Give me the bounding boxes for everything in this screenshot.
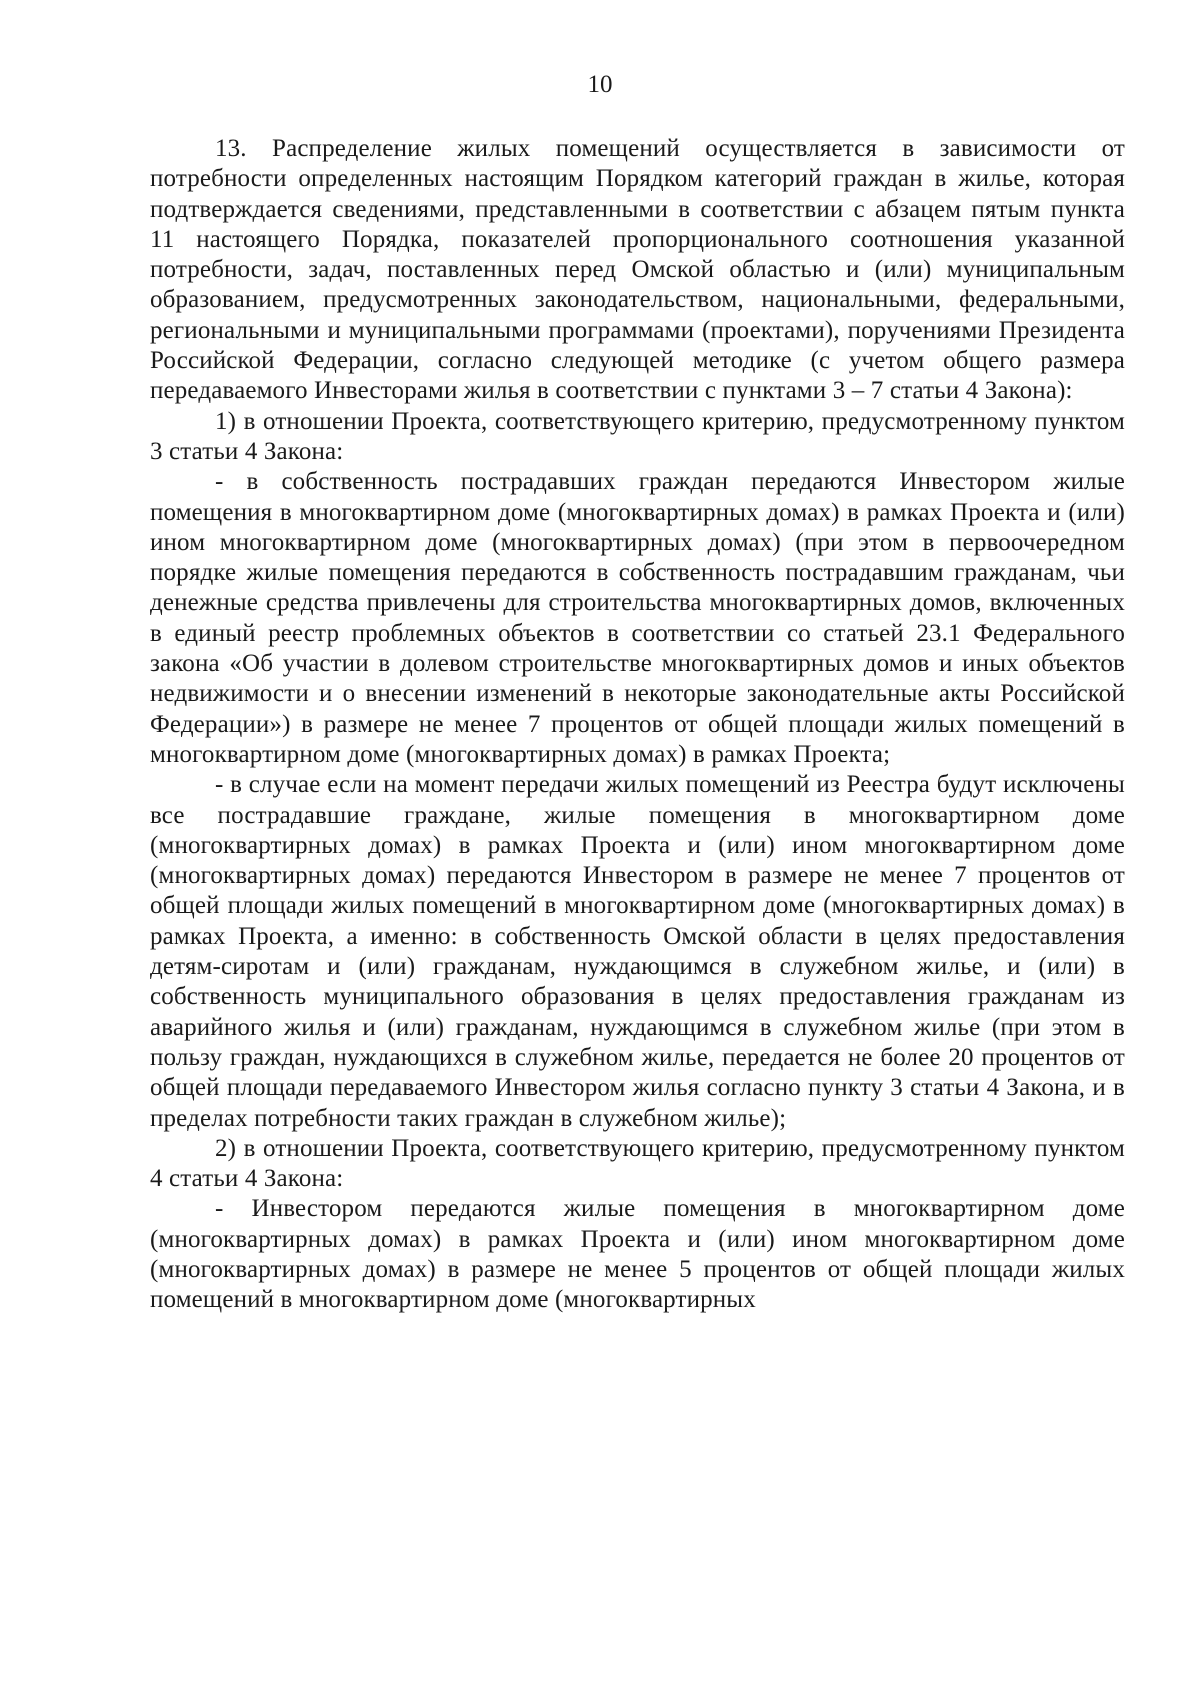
paragraph-item-1: 1) в отношении Проекта, соответствующего критерию, предусмотренному пунктом 3 статьи 4 Закона: bbox=[150, 407, 1125, 465]
paragraph-item-2: 2) в отношении Проекта, соответствующего критерию, предусмотренному пунктом 4 статьи 4 Закона: bbox=[150, 1134, 1125, 1193]
document-body bbox=[150, 134, 1125, 1316]
page-number: 10 bbox=[587, 71, 613, 98]
paragraph-item-1-dash-2: - в случае если на момент передачи жилых помещений из Реестра будут исключены все пострадавшие граждане, жилые помещения в многоквартирном доме (многоквартирных домах) в рамках Проекта и (или) ином многоквартирном доме (многоквартирных домах) передаются Инвестором в размере не менее 7 процентов от общей площади жилых помещений в многоквартирном доме (многоквартирных домах) в рамках Проекта, а именно: в собственность Омской области в целях предоставления детям-сиротам и (или) гражданам, нуждающимся в служебном жилье, и (или) в собственность муниципального образования в целях предоставления гражданам из аварийного жилья и (или) гражданам, нуждающимся в служебном жилье (при этом в пользу граждан, нуждающихся в служебном жилье, передается не более 20 процентов от общей площади передаваемого Инвестором жилья согласно пункту 3 статьи 4 Закона, и в пределах потребности таких граждан в служебном жилье); bbox=[150, 771, 1125, 1132]
paragraph-item-2-dash-1: - Инвестором передаются жилые помещения в многоквартирном доме (многоквартирных домах) в рамках Проекта и (или) ином многоквартирном доме (многоквартирных домах) в размере не менее 5 процентов от общей площади жилых помещений в многоквартирном доме (многоквартирных bbox=[150, 1195, 1125, 1314]
paragraph-13: 13. Распределение жилых помещений осуществляется в зависимости от потребности определенных настоящим Порядком категорий граждан в жилье, которая подтверждается сведениями, представленными в соответствии с абзацем пятым пункта 11 настоящего Порядка, показателей пропорционального соотношения указанной потребности, задач, поставленных перед Омской областью и (или) муниципальным образованием, предусмотренных законодательством, национальными, федеральными, региональными и муниципальными программами (проектами), поручениями Президента Российской Федерации, согласно следующей методике (с учетом общего размера передаваемого Инвесторами жилья в соответствии с пунктами 3 – 7 статьи 4 Закона): bbox=[150, 135, 1125, 405]
paragraph-item-1-dash-1: - в собственность пострадавших граждан передаются Инвестором жилые помещения в многоквартирном доме (многоквартирных домах) в рамках Проекта и (или) ином многоквартирном доме (многоквартирных домах) (при этом в первоочередном порядке жилые помещения передаются в собственность пострадавшим гражданам, чьи денежные средства привлечены для строительства многоквартирных домов, включенных в единый реестр проблемных объектов в соответствии со статьей 23.1 Федерального закона «Об участии в долевом строительстве многоквартирных домов и иных объектов недвижимости и о внесении изменений в некоторые законодательные акты Российской Федерации») в размере не менее 7 процентов от общей площади жилых помещений в многоквартирном доме (многоквартирных домах) в рамках Проекта; bbox=[150, 468, 1125, 768]
